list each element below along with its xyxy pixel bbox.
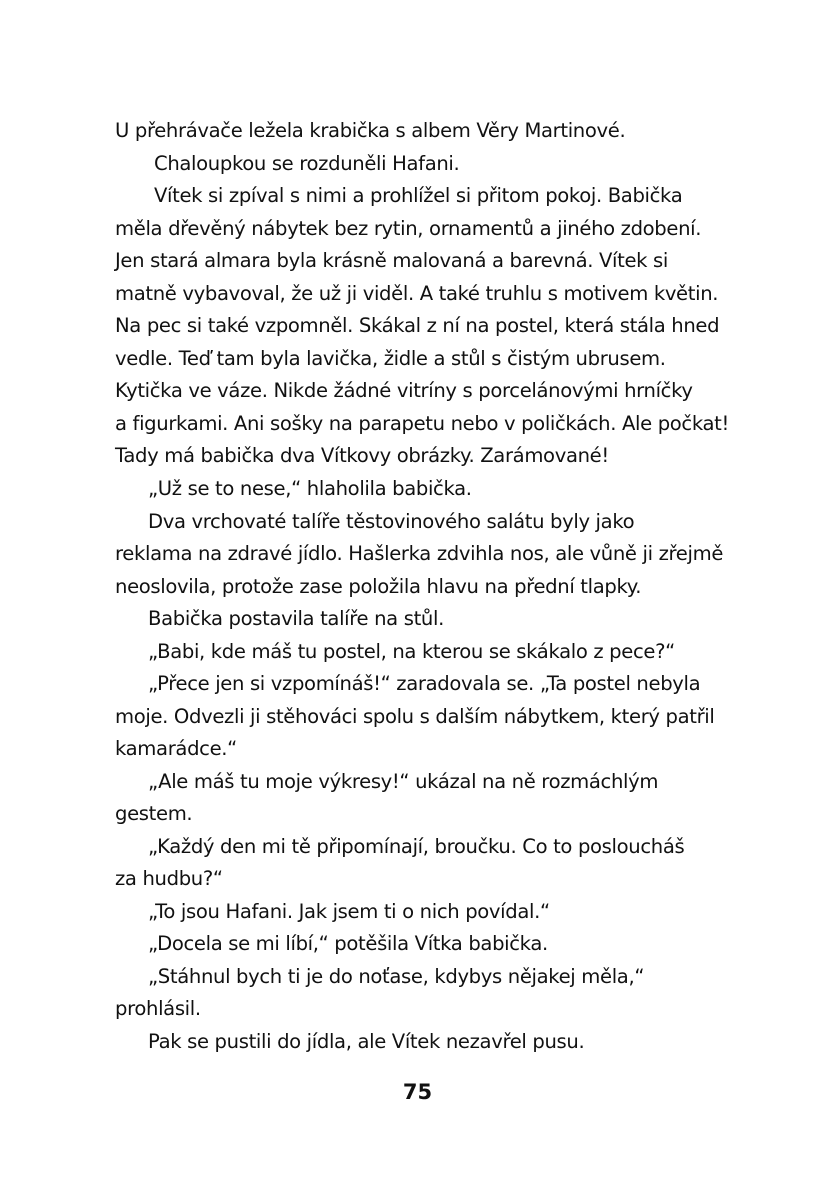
text-line: „Docela se mi líbí,“ potěšila Vítka babička.	[148, 932, 548, 955]
text-line: Dva vrchovaté talíře těstovinového salátu byly jako	[148, 510, 635, 533]
text-line: Na pec si také vzpomněl. Skákal z ní na postel, která stála hned	[115, 314, 720, 337]
text-line: Vítek si zpíval s nimi a prohlížel si přitom pokoj. Babička	[154, 184, 683, 207]
text-line: měla dřevěný nábytek bez rytin, ornamentů a jiného zdobení.	[115, 217, 702, 240]
text-line: U přehrávače ležela krabička s albem Věry Martinové.	[115, 119, 626, 142]
text-line: kamarádce.“	[115, 737, 237, 760]
text-line: „Už se to nese,“ hlaholila babička.	[148, 477, 472, 500]
text-line: reklama na zdravé jídlo. Hašlerka zdvihla nos, ale vůně ji zřejmě	[115, 542, 724, 565]
page-number: 75	[402, 1080, 433, 1104]
text-line: Chaloupkou se rozduněli Hafani.	[154, 152, 460, 175]
text-line: neoslovila, protože zase položila hlavu na přední tlapky.	[115, 575, 642, 598]
text-line: Tady má babička dva Vítkovy obrázky. Zarámované!	[115, 444, 609, 467]
text-line: „Přece jen si vzpomínáš!“ zaradovala se. „Ta postel nebyla	[148, 672, 701, 695]
text-line: Babička postavila talíře na stůl.	[148, 607, 444, 630]
text-line: gestem.	[115, 802, 193, 825]
text-line: „Babi, kde máš tu postel, na kterou se skákalo z pece?“	[148, 640, 675, 663]
text-line: „To jsou Hafani. Jak jsem ti o nich povídal.“	[148, 900, 550, 923]
text-line: „Ale máš tu moje výkresy!“ ukázal na ně rozmáchlým	[148, 770, 659, 793]
text-line: „Stáhnul bych ti je do noťase, kdybys nějakej měla,“	[148, 965, 645, 988]
text-line: a figurkami. Ani sošky na parapetu nebo v poličkách. Ale počkat!	[115, 412, 730, 435]
text-line: prohlásil.	[115, 997, 201, 1020]
text-line: Pak se pustili do jídla, ale Vítek nezavřel pusu.	[148, 1030, 585, 1053]
text-line: Jen stará almara byla krásně malovaná a barevná. Vítek si	[115, 249, 669, 272]
text-line: vedle. Teď tam byla lavička, židle a stůl s čistým ubrusem.	[115, 347, 666, 370]
text-line: „Každý den mi tě připomínají, broučku. Co to posloucháš	[148, 835, 685, 858]
text-line: matně vybavoval, že už ji viděl. A také truhlu s motivem květin.	[115, 282, 719, 305]
text-line: moje. Odvezli ji stěhováci spolu s dalším nábytkem, který patřil	[115, 705, 715, 728]
text-line: za hudbu?“	[115, 867, 223, 890]
text-line: Kytička ve váze. Nikde žádné vitríny s porcelánovými hrníčky	[115, 379, 693, 402]
